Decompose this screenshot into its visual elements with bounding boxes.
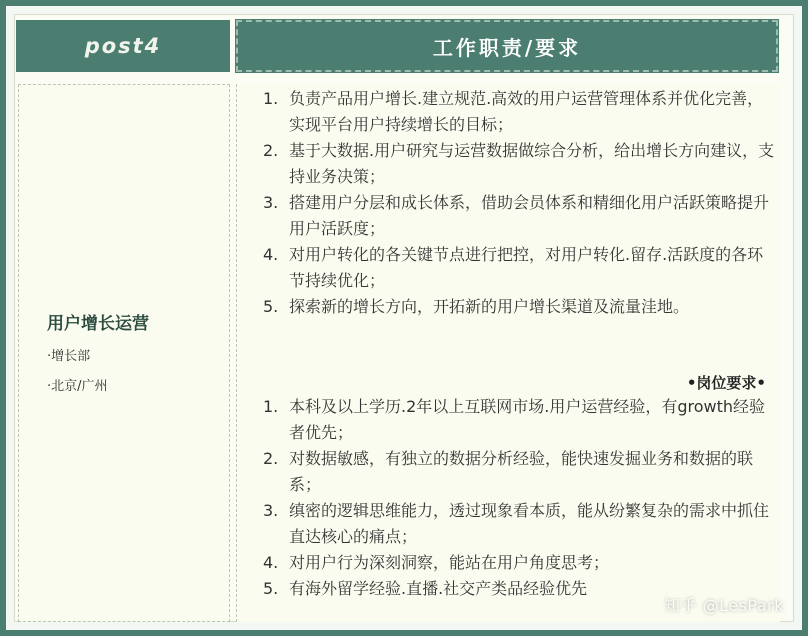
duties-list xyxy=(257,86,777,320)
duties-header xyxy=(236,20,778,72)
post-number-header xyxy=(16,20,230,72)
list-item: 1. 本科及以上学历.2年以上互联网市场.用户运营经验，有growth经验者优先； xyxy=(263,397,766,442)
list-item: 2. 对数据敏感，有独立的数据分析经验，能快速发掘业务和数据的联系； xyxy=(263,449,754,494)
location-label: ·北京/广州 xyxy=(47,379,108,394)
position-title: 用户增长运营 xyxy=(47,314,149,334)
position-info-panel xyxy=(18,84,230,622)
list-item: 4. 对用户行为深刻洞察，能站在用户角度思考； xyxy=(263,553,610,572)
duties-panel xyxy=(236,84,780,622)
watermark: 知乎 @LesPark xyxy=(664,596,784,615)
list-item: 4. 对用户转化的各关键节点进行把控，对用户转化.留存.活跃度的各环节持续优化； xyxy=(263,245,764,290)
list-item: 5. 有海外留学经验.直播.社交产类品经验优先 xyxy=(263,579,588,598)
duties-header-label: 工作职责/要求 xyxy=(432,35,582,60)
list-item: 2. 基于大数据.用户研究与运营数据做综合分析，给出增长方向建议，支持业务决策； xyxy=(263,141,775,186)
list-item: 1. 负责产品用户增长.建立规范.高效的用户运营管理体系并优化完善，实现平台用户持续增长的目标； xyxy=(263,89,764,134)
list-item: 5. 探索新的增长方向，开拓新的用户增长渠道及流量洼地。 xyxy=(263,297,690,316)
post-number-label: post4 xyxy=(84,34,162,58)
requirements-list xyxy=(257,394,777,602)
list-item: 3. 缜密的逻辑思维能力，透过现象看本质，能从纷繁复杂的需求中抓住直达核心的痛点； xyxy=(263,501,770,546)
list-item: 3. 搭建用户分层和成长体系，借助会员体系和精细化用户活跃策略提升用户活跃度； xyxy=(263,193,770,238)
requirements-heading: •岗位要求• xyxy=(686,374,766,392)
department-label: ·增长部 xyxy=(47,349,91,364)
